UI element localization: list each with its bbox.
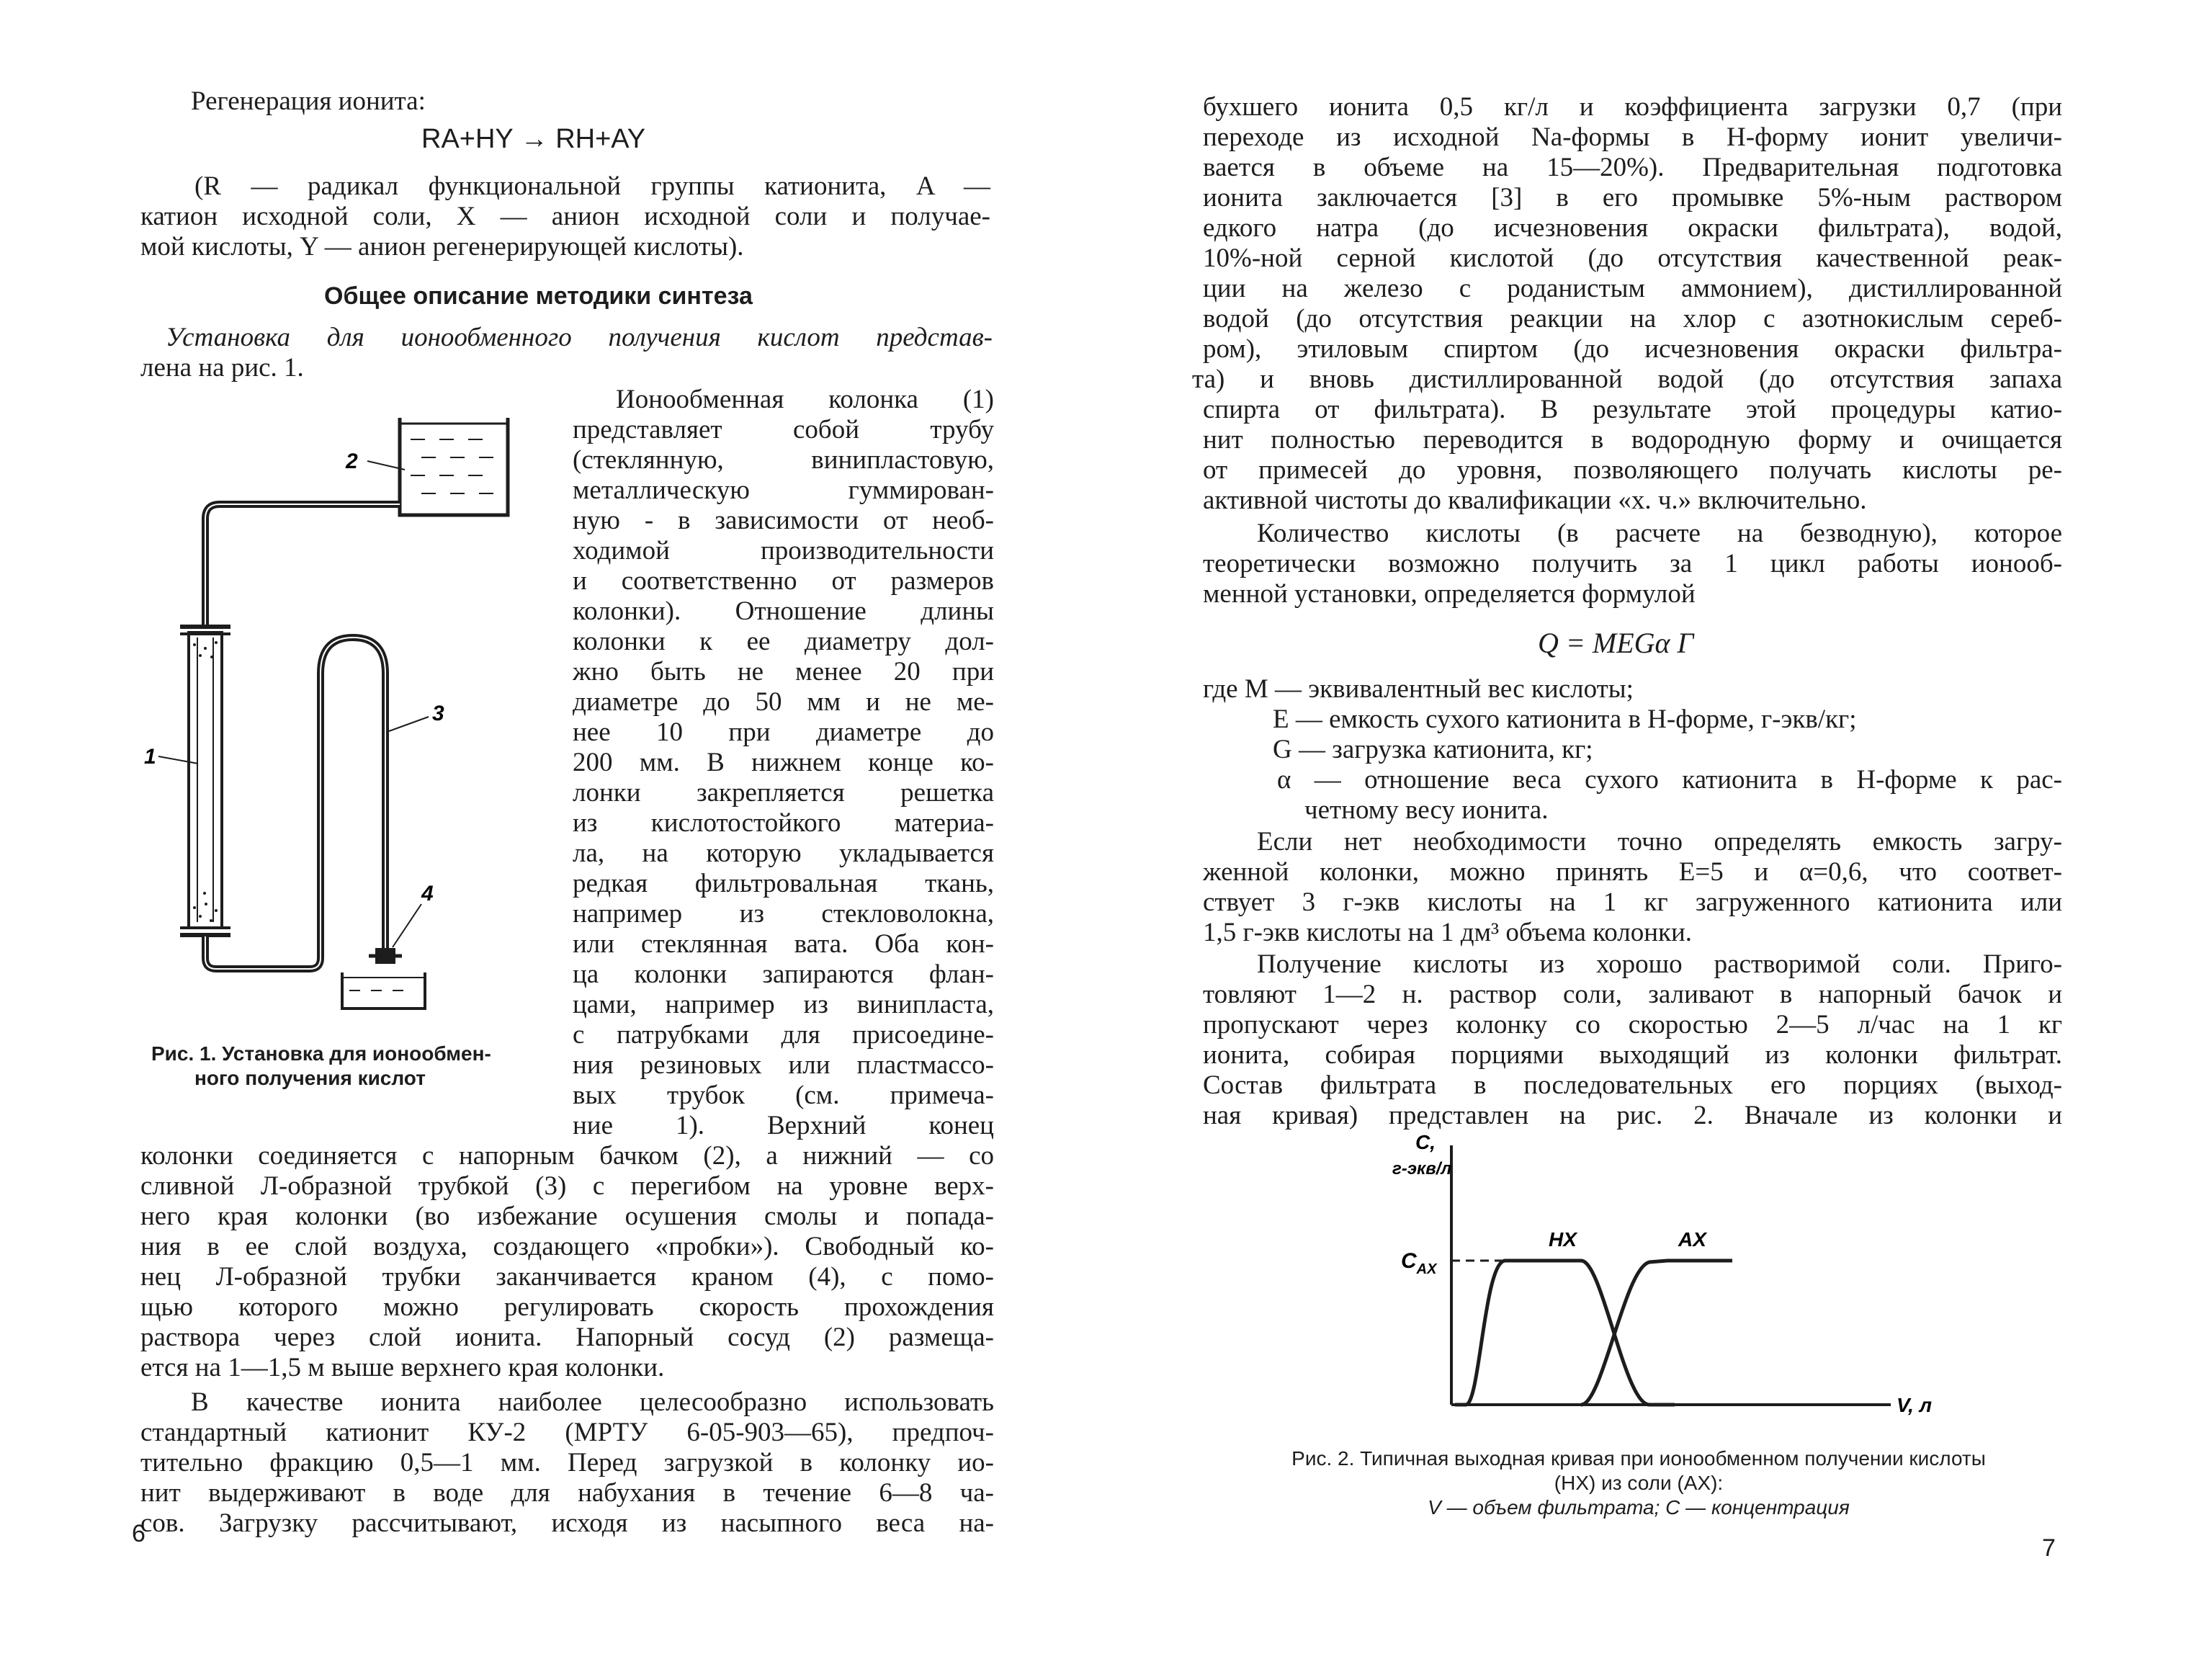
text-line: водой (до отсутствия реакции на хлор с азотнокислым сереб-: [1203, 304, 2062, 334]
figure-1-label-2: 2: [346, 450, 358, 473]
text-line: от примесей до уровня, позволяющего получать кислоты ре-: [1203, 455, 2062, 485]
page-number: 6: [132, 1520, 145, 1547]
text-line: ная кривая) представлен на рис. 2. Вначале из колонки и: [1203, 1101, 2062, 1130]
text-line: ции на железо с роданистым аммонием), дистиллированной: [1203, 274, 2062, 303]
text-line: представляет собой трубу: [573, 415, 994, 444]
text-line: сов. Загрузку рассчитывают, исходя из насыпного веса на-: [140, 1508, 994, 1538]
text-line: ром), этиловым спиртом (до исчезновения окраски фильтра-: [1203, 334, 2062, 364]
text-line: Если нет необходимости точно определять емкость загру-: [1257, 827, 2062, 857]
text-line: нит выдерживают в воде для набухания в течение 6—8 ча-: [140, 1478, 994, 1508]
text-line: ионита, собирая порциями выходящий из колонки фильтрат.: [1203, 1040, 2062, 1070]
text-line: например из стекловолокна,: [573, 899, 994, 929]
text-line: нит полностью переводится в водородную форму и очищается: [1203, 425, 2062, 455]
text-line: ствует 3 г-экв кислоты на 1 кг загруженного катионита или: [1203, 887, 2062, 917]
text-line: четному весу ионита.: [1304, 795, 1549, 825]
text-line: ла, на которую укладывается: [573, 839, 994, 868]
x-axis-label: V, л: [1897, 1394, 1933, 1416]
text-line: менной установки, определяется формулой: [1203, 579, 1696, 609]
text-line: него края колонки (во избежание осушения смолы и попада-: [140, 1202, 994, 1231]
text-line: ходимой производительности: [573, 536, 994, 565]
text-line: ется на 1—1,5 м выше верхнего края колонки.: [140, 1353, 665, 1382]
reaction-equation: RA+HY → RH+AY: [421, 124, 646, 154]
text-line: женной колонки, можно принять E=5 и α=0,6, что соответ-: [1203, 857, 2062, 887]
text-line: колонки). Отношение длины: [573, 596, 994, 626]
text-line: бухшего ионита 0,5 кг/л и коэффициента загрузки 0,7 (при: [1203, 92, 2062, 122]
text-line: жно быть не менее 20 при: [573, 657, 994, 687]
y-axis-unit: г-экв/л: [1392, 1159, 1452, 1179]
text-line: Количество кислоты (в расчете на безводную), которое: [1257, 519, 2062, 548]
text-line: колонки к ее диаметру дол-: [573, 627, 994, 656]
text-line: переходе из исходной Na-формы в H-форму ионит увеличи-: [1203, 122, 2062, 152]
text-line: товляют 1—2 н. раствор соли, заливают в напорный бачок и: [1203, 980, 2062, 1009]
figure-1-caption: Рис. 1. Установка для ионообмен-: [151, 1042, 491, 1065]
text-line: Регенерация ионита:: [191, 86, 426, 116]
section-heading: Общее описание методики синтеза: [324, 282, 753, 310]
figure-1-label-3: 3: [432, 702, 444, 725]
text-line: мой кислоты, Y — анион регенерирующей кислоты).: [140, 232, 744, 261]
text-line: спирта от фильтрата). В результате этой процедуры катио-: [1203, 395, 2062, 424]
text-line: с патрубками для присоедине-: [573, 1020, 994, 1050]
page-number: 7: [2042, 1534, 2056, 1562]
c-ax-label: $C_{AX}$: [1401, 1249, 1437, 1277]
figure-2-chart: [1372, 1124, 1934, 1426]
text-line: Получение кислоты из хорошо растворимой соли. Приго-: [1257, 949, 2062, 979]
y-axis-label: C,: [1415, 1131, 1436, 1153]
figure-2-caption: Рис. 2. Типичная выходная кривая при ионообменном получении кислоты: [1291, 1447, 1986, 1470]
text-line: 200 мм. В нижнем конце ко-: [573, 748, 994, 777]
text-line: ца колонки запираются флан-: [573, 960, 994, 989]
text-line: G — загрузка катионита, кг;: [1273, 735, 1593, 764]
text-line: ние 1). Верхний конец: [573, 1111, 994, 1140]
text-line: лена на рис. 1.: [140, 353, 304, 383]
hx-curve-label: HX: [1549, 1228, 1577, 1251]
text-line: теоретически возможно получить за 1 цикл работы ионооб-: [1203, 549, 2062, 578]
ax-curve-label: AX: [1678, 1228, 1706, 1251]
formula: Q = MEGα Г: [1538, 627, 1694, 659]
text-line: диаметре до 50 мм и не ме-: [573, 687, 994, 717]
figure-2-caption: (HX) из соли (AX):: [1554, 1472, 1724, 1494]
text-line: едкого натра (до исчезновения окраски фильтрата), водой,: [1203, 213, 2062, 243]
text-line: из кислотостойкого материа-: [573, 808, 994, 838]
text-line: Состав фильтрата в последовательных его порциях (выход-: [1203, 1070, 2062, 1100]
ax-curve: [1581, 1261, 1732, 1405]
text-line: металлическую гуммирован-: [573, 475, 994, 505]
text-line: вых трубок (см. примеча-: [573, 1081, 994, 1110]
text-line: нее 10 при диаметре до: [573, 717, 994, 747]
text-line: ния в ее слой воздуха, создающего «пробки»). Свободный ко-: [140, 1232, 994, 1261]
text-line: 10%-ной серной кислотой (до отсутствия качественной реак-: [1203, 243, 2062, 273]
text-line: и соответственно от размеров: [573, 566, 994, 596]
figure-1-label-4: 4: [421, 882, 434, 905]
figure-1-apparatus: [137, 389, 569, 1023]
figure-1-caption: ного получения кислот: [194, 1067, 426, 1089]
text-line: Ионообменная колонка (1): [616, 385, 994, 414]
text-line: 1,5 г-экв кислоты на 1 дм³ объема колонки.: [1203, 918, 1693, 947]
text-line: Установка для ионообменного получения кислот представ-: [166, 323, 993, 352]
text-line: тительно фракцию 0,5—1 мм. Перед загрузкой в колонку ио-: [140, 1448, 994, 1477]
text-line: вается в объеме на 15—20%). Предварительная подготовка: [1203, 153, 2062, 182]
text-line: колонки соединяется с напорным бачком (2), а нижний — со: [140, 1141, 994, 1171]
text-line: щью которого можно регулировать скорость прохождения: [140, 1292, 994, 1322]
text-line: ионита заключается [3] в его промывке 5%-ным раствором: [1203, 183, 2062, 213]
text-line: лонки закрепляется решетка: [573, 778, 994, 808]
text-line: (стеклянную, винипластовую,: [573, 445, 994, 475]
text-line: α — отношение веса сухого катионита в H-форме к рас-: [1277, 765, 2062, 795]
text-line: редкая фильтровальная ткань,: [573, 869, 994, 898]
text-line: катион исходной соли, X — анион исходной соли и получае-: [140, 202, 990, 231]
text-line: где M — эквивалентный вес кислоты;: [1203, 674, 1634, 704]
figure-2-caption: V — объем фильтрата; C — концентрация: [1428, 1496, 1850, 1519]
text-line: пропускают через колонку со скоростью 2—5 л/час на 1 кг: [1203, 1010, 2062, 1039]
text-line: E — емкость сухого катионита в H-форме, г-экв/кг;: [1273, 705, 1857, 734]
text-line: стандартный катионит КУ-2 (МРТУ 6-05-903—65), предпоч-: [140, 1418, 994, 1447]
text-line: активной чистоты до квалификации «х. ч.» включительно.: [1203, 486, 1867, 515]
text-line: цами, например из винипласта,: [573, 990, 994, 1019]
text-line: нец Л-образной трубки заканчивается краном (4), с помо-: [140, 1262, 994, 1292]
hx-curve: [1455, 1261, 1675, 1405]
text-line: та) и вновь дистиллированной водой (до отсутствия запаха: [1192, 365, 2062, 394]
text-line: (R — радикал функциональной группы катионита, A —: [194, 171, 990, 201]
text-line: раствора через слой ионита. Напорный сосуд (2) размеща-: [140, 1323, 994, 1352]
text-line: сливной Л-образной трубкой (3) с перегибом на уровне верх-: [140, 1171, 994, 1201]
right-page: [1106, 0, 2212, 1659]
text-line: ния резиновых или пластмассо-: [573, 1050, 994, 1080]
figure-1-label-1: 1: [144, 745, 156, 769]
text-line: или стеклянная вата. Оба кон-: [573, 929, 994, 959]
text-line: ную - в зависимости от необ-: [573, 506, 994, 535]
text-line: В качестве ионита наиболее целесообразно использовать: [191, 1387, 994, 1417]
